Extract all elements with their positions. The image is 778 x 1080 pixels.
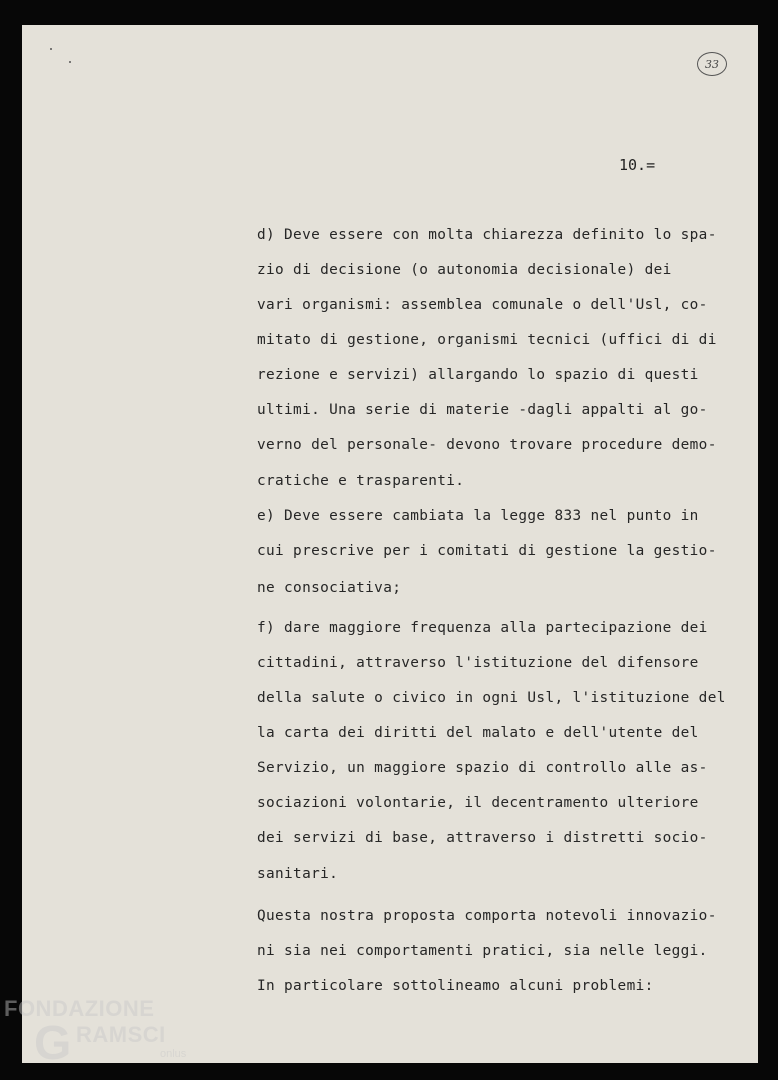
text-line: Servizio, un maggiore spazio di controllo alle as-	[257, 760, 708, 776]
watermark-title: FONDAZIONE	[4, 996, 155, 1021]
text-line: sociazioni volontarie, il decentramento ulteriore	[257, 795, 699, 811]
fondazione-gramsci-watermark	[4, 992, 194, 1078]
text-line: d) Deve essere con molta chiarezza definito lo spa-	[257, 227, 717, 243]
text-line: sanitari.	[257, 866, 339, 882]
text-line: ultimi. Una serie di materie -dagli appalti al go-	[257, 402, 708, 418]
text-line: cui prescrive per i comitati di gestione la gestio-	[257, 543, 717, 559]
watermark-subtitle: RAMSCI	[76, 1022, 166, 1047]
text-line: vari organismi: assemblea comunale o dell'Usl, co-	[257, 297, 708, 313]
text-line: cittadini, attraverso l'istituzione del difensore	[257, 655, 699, 671]
watermark-initial: G	[34, 1017, 72, 1070]
text-line: la carta dei diritti del malato e dell'utente del	[257, 725, 699, 741]
text-line: zio di decisione (o autonomia decisionale) dei	[257, 262, 672, 278]
text-line: verno del personale- devono trovare procedure demo-	[257, 437, 717, 453]
text-line: rezione e servizi) allargando lo spazio di questi	[257, 367, 699, 383]
watermark-suffix: onlus	[160, 1048, 187, 1060]
text-line: cratiche e trasparenti.	[257, 473, 465, 489]
text-line: della salute o civico in ogni Usl, l'istituzione del	[257, 690, 726, 706]
paper-speck	[50, 48, 52, 50]
text-line: Questa nostra proposta comporta notevoli innovazio-	[257, 908, 717, 924]
page-number: 10.=	[619, 156, 656, 174]
text-line: e) Deve essere cambiata la legge 833 nel punto in	[257, 508, 699, 524]
text-line: mitato di gestione, organismi tecnici (uffici di di	[257, 332, 717, 348]
text-line: In particolare sottolineamo alcuni problemi:	[257, 978, 654, 994]
text-line: f) dare maggiore frequenza alla partecipazione dei	[257, 620, 708, 636]
archive-stamp: 33	[697, 52, 727, 76]
text-line: ne consociativa;	[257, 580, 402, 596]
text-line: ni sia nei comportamenti pratici, sia nelle leggi.	[257, 943, 708, 959]
paper-speck	[69, 61, 71, 63]
text-line: dei servizi di base, attraverso i distretti socio-	[257, 830, 708, 846]
